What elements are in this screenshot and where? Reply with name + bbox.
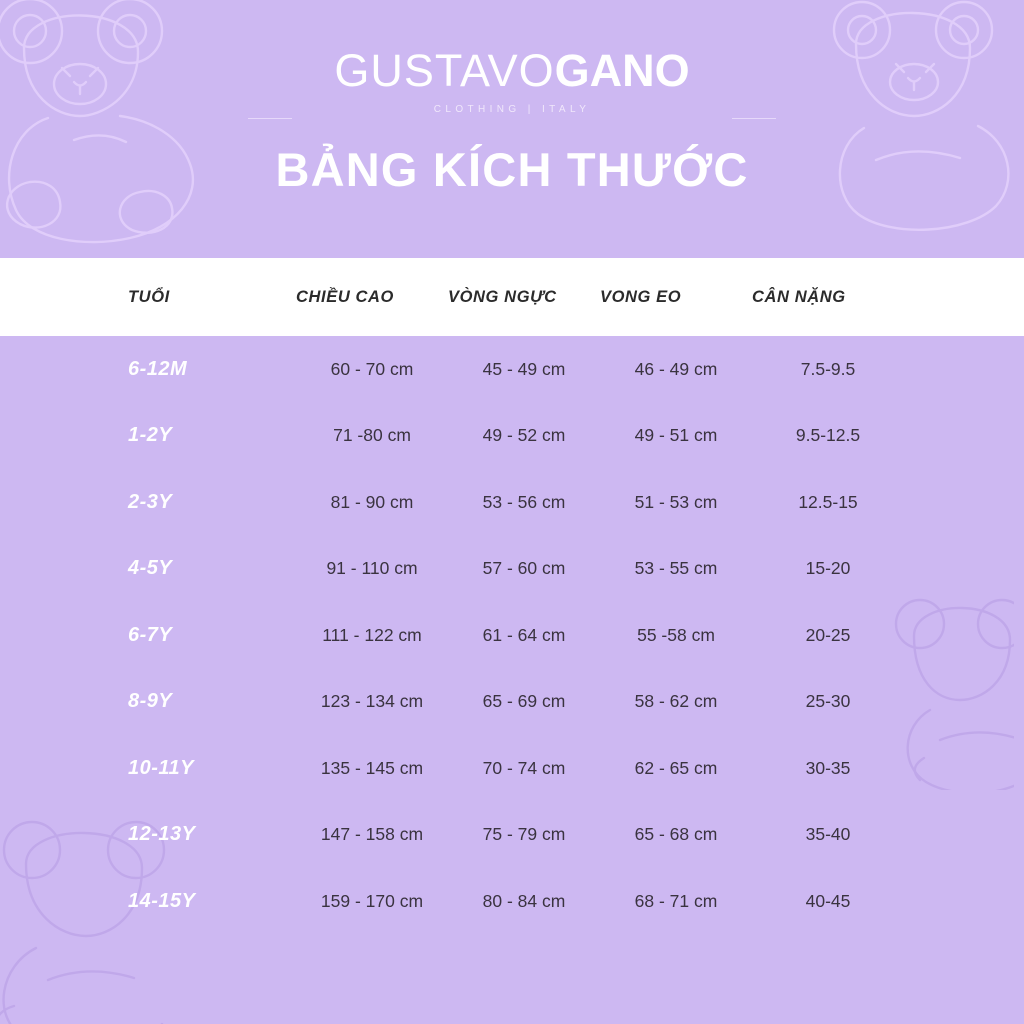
cell-height: 81 - 90 cm	[330, 491, 414, 512]
cell-chest: 57 - 60 cm	[482, 558, 566, 579]
cell-waist: 51 - 53 cm	[634, 491, 718, 512]
column-header-waist: VONG EO	[600, 287, 682, 306]
cell-chest: 75 - 79 cm	[482, 824, 566, 845]
poster-header	[0, 0, 1024, 258]
cell-height: 91 - 110 cm	[326, 558, 418, 579]
table-row	[0, 336, 1024, 403]
page-title: BẢNG KÍCH THƯỚC	[275, 143, 749, 196]
cell-weight: 15-20	[805, 558, 851, 579]
cell-chest: 49 - 52 cm	[482, 425, 566, 446]
table-row	[0, 669, 1024, 736]
cell-height: 135 - 145 cm	[320, 757, 424, 778]
cell-age: 10-11Y	[128, 756, 195, 779]
cell-waist: 68 - 71 cm	[634, 890, 718, 911]
column-header-height: CHIỀU CAO	[296, 287, 394, 306]
column-header-chest: VÒNG NGỰC	[448, 287, 557, 306]
cell-chest: 53 - 56 cm	[482, 491, 566, 512]
cell-waist: 65 - 68 cm	[634, 824, 718, 845]
tagline-rule-right	[732, 118, 776, 119]
size-table-body	[0, 336, 1024, 935]
cell-height: 147 - 158 cm	[320, 824, 424, 845]
cell-waist: 46 - 49 cm	[634, 358, 718, 379]
brand-block	[0, 45, 1024, 115]
cell-chest: 45 - 49 cm	[482, 358, 566, 379]
cell-waist: 55 -58 cm	[637, 624, 715, 645]
cell-weight: 9.5-12.5	[795, 425, 861, 446]
cell-age: 12-13Y	[128, 823, 196, 846]
cell-weight: 12.5-15	[798, 491, 858, 512]
cell-age: 6-12M	[128, 357, 188, 380]
table-row	[0, 536, 1024, 603]
column-header-age: TUỔI	[128, 287, 170, 306]
brand-name-light: GUSTAVO	[334, 45, 555, 96]
cell-weight: 40-45	[805, 890, 851, 911]
cell-age: 4-5Y	[128, 557, 173, 580]
brand-name	[0, 45, 1024, 96]
cell-age: 1-2Y	[128, 424, 173, 447]
cell-weight: 7.5-9.5	[800, 358, 856, 379]
cell-chest: 70 - 74 cm	[482, 757, 566, 778]
cell-height: 111 - 122 cm	[322, 624, 422, 645]
table-row	[0, 469, 1024, 536]
cell-waist: 49 - 51 cm	[634, 425, 718, 446]
cell-weight: 35-40	[805, 824, 851, 845]
cell-waist: 53 - 55 cm	[634, 558, 718, 579]
table-row	[0, 602, 1024, 669]
tagline-rule-left	[248, 118, 292, 119]
cell-waist: 62 - 65 cm	[634, 757, 718, 778]
brand-tagline: CLOTHING | ITALY	[433, 104, 591, 115]
cell-weight: 20-25	[805, 624, 851, 645]
table-row	[0, 868, 1024, 935]
column-header-weight: CÂN NẶNG	[752, 287, 846, 306]
cell-age: 2-3Y	[128, 490, 173, 513]
cell-age: 8-9Y	[128, 690, 173, 713]
table-row	[0, 802, 1024, 869]
cell-height: 71 -80 cm	[333, 425, 411, 446]
cell-age: 14-15Y	[128, 889, 196, 912]
cell-weight: 25-30	[805, 691, 851, 712]
table-header-band	[0, 258, 1024, 336]
cell-age: 6-7Y	[128, 623, 173, 646]
cell-weight: 30-35	[805, 757, 851, 778]
table-header-row	[0, 258, 1024, 336]
cell-chest: 80 - 84 cm	[482, 890, 566, 911]
cell-chest: 65 - 69 cm	[482, 691, 566, 712]
brand-name-bold: GANO	[554, 45, 690, 96]
table-row	[0, 403, 1024, 470]
cell-height: 60 - 70 cm	[330, 358, 414, 379]
cell-chest: 61 - 64 cm	[482, 624, 566, 645]
cell-height: 159 - 170 cm	[320, 890, 424, 911]
cell-waist: 58 - 62 cm	[634, 691, 718, 712]
table-row	[0, 735, 1024, 802]
cell-height: 123 - 134 cm	[320, 691, 424, 712]
